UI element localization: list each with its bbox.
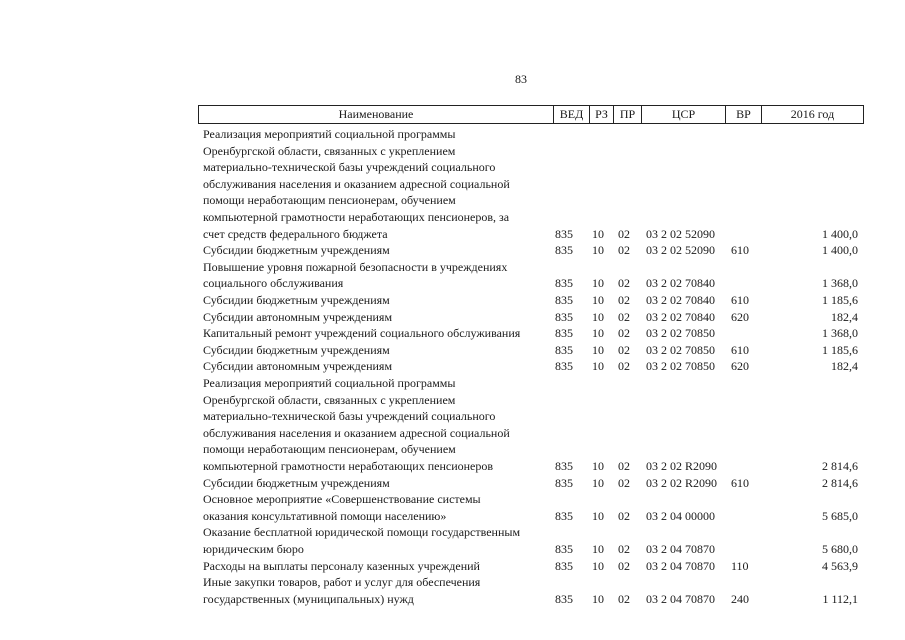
cell-pr: 02 — [618, 243, 630, 258]
cell-csr: 03 2 04 00000 — [646, 508, 715, 523]
row-name-line: Реализация мероприятий социальной программы — [203, 375, 456, 390]
cell-ved: 835 — [555, 541, 573, 556]
cell-rz: 10 — [592, 591, 604, 606]
cell-csr: 03 2 04 70870 — [646, 541, 715, 556]
cell-rz: 10 — [592, 359, 604, 374]
row-name-line: компьютерной грамотности неработающих пенсионеров, за — [203, 209, 510, 224]
table-row — [198, 242, 864, 259]
cell-ved: 835 — [555, 458, 573, 473]
cell-amount: 1 185,6 — [822, 292, 858, 307]
cell-pr: 02 — [618, 226, 630, 241]
cell-vr: 610 — [731, 243, 749, 258]
row-name — [203, 325, 548, 342]
cell-csr: 03 2 02 R2090 — [646, 475, 718, 490]
cell-rz: 10 — [592, 243, 604, 258]
row-name-line: оказания консультативной помощи населению» — [203, 508, 447, 523]
row-name — [203, 242, 548, 259]
cell-rz: 10 — [592, 276, 604, 291]
row-name — [203, 574, 548, 607]
table-row — [198, 524, 864, 557]
cell-amount: 5 680,0 — [822, 541, 858, 556]
row-name — [203, 558, 548, 575]
header-vr: ВР — [725, 106, 761, 123]
row-name-line: Субсидии бюджетным учреждениям — [203, 342, 390, 357]
row-name-line: Субсидии автономным учреждениям — [203, 309, 393, 324]
cell-ved: 835 — [555, 276, 573, 291]
cell-rz: 10 — [592, 326, 604, 341]
cell-pr: 02 — [618, 591, 630, 606]
cell-amount: 5 685,0 — [822, 508, 858, 523]
table-row — [198, 574, 864, 607]
table-body — [198, 124, 864, 607]
cell-pr: 02 — [618, 558, 630, 573]
row-name-line: счет средств федерального бюджета — [203, 226, 388, 241]
row-name-line: обслуживания населения и оказанием адресной социальной — [203, 176, 510, 191]
row-name — [203, 292, 548, 309]
cell-csr: 03 2 02 70840 — [646, 292, 715, 307]
row-name-line: Субсидии автономным учреждениям — [203, 359, 393, 374]
cell-vr: 620 — [731, 359, 749, 374]
row-name-line: Реализация мероприятий социальной программы — [203, 127, 456, 141]
cell-amount: 182,4 — [831, 359, 858, 374]
row-name — [203, 126, 548, 242]
cell-pr: 02 — [618, 342, 630, 357]
cell-pr: 02 — [618, 292, 630, 307]
cell-amount: 4 563,9 — [822, 558, 858, 573]
budget-table — [198, 105, 864, 607]
row-name — [203, 342, 548, 359]
cell-pr: 02 — [618, 309, 630, 324]
row-name — [203, 375, 548, 475]
cell-ved: 835 — [555, 226, 573, 241]
row-name — [203, 524, 548, 557]
cell-csr: 03 2 02 52090 — [646, 243, 715, 258]
page-number: 83 — [515, 72, 527, 86]
table-row — [198, 491, 864, 524]
table-row — [198, 292, 864, 309]
header-name: Наименование — [338, 107, 414, 121]
table-row — [198, 309, 864, 326]
row-name-line: Повышение уровня пожарной безопасности в учреждениях — [203, 259, 508, 274]
cell-csr: 03 2 02 70850 — [646, 326, 715, 341]
cell-csr: 03 2 02 70840 — [646, 309, 715, 324]
row-name — [203, 491, 548, 524]
row-name-line: Оренбургской области, связанных с укреплением — [203, 143, 456, 158]
header-csr: ЦСР — [641, 106, 725, 123]
cell-csr: 03 2 02 70850 — [646, 359, 715, 374]
cell-ved: 835 — [555, 508, 573, 523]
cell-rz: 10 — [592, 508, 604, 523]
cell-vr: 610 — [731, 342, 749, 357]
row-name-line: Основное мероприятие «Совершенствование системы — [203, 492, 481, 507]
cell-ved: 835 — [555, 342, 573, 357]
cell-rz: 10 — [592, 226, 604, 241]
cell-pr: 02 — [618, 326, 630, 341]
cell-amount: 2 814,6 — [822, 475, 858, 490]
table-row — [198, 325, 864, 342]
cell-ved: 835 — [555, 359, 573, 374]
cell-vr: 620 — [731, 309, 749, 324]
row-name-line: Оренбургской области, связанных с укреплением — [203, 392, 456, 407]
row-name — [203, 259, 548, 292]
cell-csr: 03 2 02 70840 — [646, 276, 715, 291]
row-name — [203, 309, 548, 326]
row-name-line: Капитальный ремонт учреждений социального обслуживания — [203, 326, 521, 341]
cell-vr: 610 — [731, 292, 749, 307]
row-name-line: Субсидии бюджетным учреждениям — [203, 243, 390, 258]
cell-rz: 10 — [592, 541, 604, 556]
cell-rz: 10 — [592, 292, 604, 307]
cell-rz: 10 — [592, 458, 604, 473]
row-name-line: компьютерной грамотности неработающих пенсионеров — [203, 458, 494, 473]
table-row — [198, 358, 864, 375]
cell-pr: 02 — [618, 541, 630, 556]
cell-rz: 10 — [592, 558, 604, 573]
cell-csr: 03 2 04 70870 — [646, 591, 715, 606]
cell-amount: 1 400,0 — [822, 243, 858, 258]
cell-csr: 03 2 02 52090 — [646, 226, 715, 241]
cell-pr: 02 — [618, 359, 630, 374]
cell-pr: 02 — [618, 508, 630, 523]
cell-pr: 02 — [618, 458, 630, 473]
row-name — [203, 475, 548, 492]
row-name-line: юридическим бюро — [203, 541, 304, 556]
row-name — [203, 358, 548, 375]
cell-csr: 03 2 04 70870 — [646, 558, 715, 573]
header-year: 2016 год — [761, 106, 863, 123]
header-ved: ВЕД — [553, 106, 589, 123]
cell-amount: 182,4 — [831, 309, 858, 324]
table-row — [198, 375, 864, 475]
row-name-line: материально-технической базы учреждений социального — [203, 160, 496, 175]
cell-pr: 02 — [618, 276, 630, 291]
row-name-line: помощи неработающим пенсионерам, обучением — [203, 193, 456, 208]
table-row — [198, 475, 864, 492]
cell-vr: 110 — [731, 558, 749, 573]
row-name-line: Иные закупки товаров, работ и услуг для обеспечения — [203, 575, 481, 590]
table-header — [198, 105, 864, 124]
row-name-line: материально-технической базы учреждений социального — [203, 409, 496, 424]
row-name-line: помощи неработающим пенсионерам, обучением — [203, 442, 456, 457]
cell-csr: 03 2 02 70850 — [646, 342, 715, 357]
header-pr: ПР — [613, 106, 641, 123]
cell-ved: 835 — [555, 309, 573, 324]
cell-amount: 1 112,1 — [822, 591, 858, 606]
row-name-line: государственных (муниципальных) нужд — [203, 591, 414, 606]
cell-amount: 1 185,6 — [822, 342, 858, 357]
table-row — [198, 558, 864, 575]
cell-rz: 10 — [592, 342, 604, 357]
table-row — [198, 259, 864, 292]
row-name-line: Субсидии бюджетным учреждениям — [203, 292, 390, 307]
cell-vr: 240 — [731, 591, 749, 606]
cell-pr: 02 — [618, 475, 630, 490]
cell-rz: 10 — [592, 309, 604, 324]
cell-amount: 2 814,6 — [822, 458, 858, 473]
cell-ved: 835 — [555, 326, 573, 341]
header-rz: РЗ — [589, 106, 613, 123]
cell-ved: 835 — [555, 292, 573, 307]
cell-ved: 835 — [555, 475, 573, 490]
row-name-line: Расходы на выплаты персоналу казенных учреждений — [203, 558, 480, 573]
cell-amount: 1 368,0 — [822, 276, 858, 291]
cell-amount: 1 368,0 — [822, 326, 858, 341]
cell-csr: 03 2 02 R2090 — [646, 458, 718, 473]
cell-ved: 835 — [555, 558, 573, 573]
cell-ved: 835 — [555, 243, 573, 258]
table-row — [198, 126, 864, 242]
cell-amount: 1 400,0 — [822, 226, 858, 241]
cell-rz: 10 — [592, 475, 604, 490]
row-name-line: обслуживания населения и оказанием адресной социальной — [203, 425, 510, 440]
row-name-line: Оказание бесплатной юридической помощи государственным — [203, 525, 521, 540]
cell-vr: 610 — [731, 475, 749, 490]
table-row — [198, 342, 864, 359]
cell-ved: 835 — [555, 591, 573, 606]
row-name-line: социального обслуживания — [203, 276, 344, 291]
row-name-line: Субсидии бюджетным учреждениям — [203, 475, 390, 490]
